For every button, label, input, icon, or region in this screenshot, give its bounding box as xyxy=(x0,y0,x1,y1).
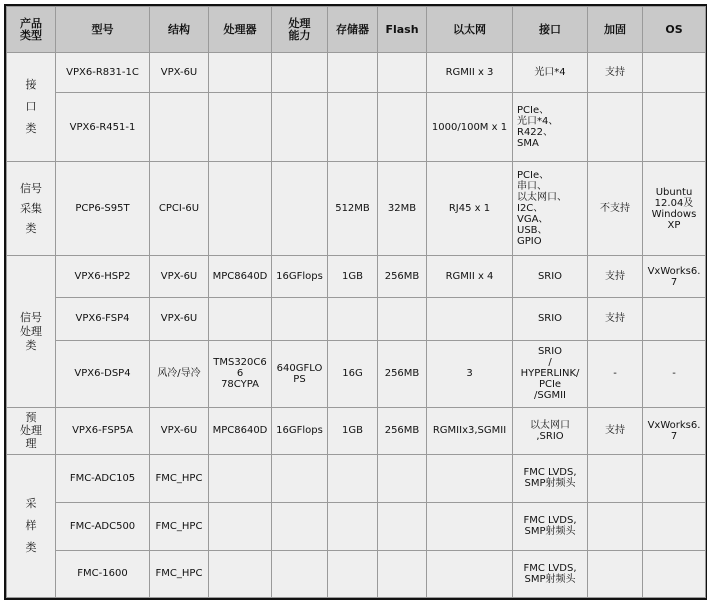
header-os: OS xyxy=(643,7,706,53)
cell-os xyxy=(643,53,706,93)
cell-memory xyxy=(328,53,378,93)
category-cell: 接 口 类 xyxy=(7,53,56,162)
cell-model: VPX6-HSP2 xyxy=(56,256,150,298)
header-flash: Flash xyxy=(378,7,427,53)
cell-rugged: 支持 xyxy=(588,53,643,93)
cell-flash xyxy=(378,502,427,550)
table-row xyxy=(7,502,706,550)
cell-os xyxy=(643,454,706,502)
cell-structure xyxy=(150,93,209,162)
cell-structure: FMC_HPC xyxy=(150,502,209,550)
cell-rugged xyxy=(588,550,643,597)
cell-memory: 16G xyxy=(328,340,378,407)
cell-interface: FMC LVDS, SMP射频头 xyxy=(513,502,588,550)
cell-capability xyxy=(272,53,328,93)
cell-flash xyxy=(378,53,427,93)
cell-ethernet: 3 xyxy=(427,340,513,407)
cell-interface: SRIO / HYPERLINK/ PCIe /SGMII xyxy=(513,340,588,407)
header-type: 产品 类型 xyxy=(7,7,56,53)
cell-processor xyxy=(209,53,272,93)
cell-flash: 256MB xyxy=(378,256,427,298)
header-processor: 处理器 xyxy=(209,7,272,53)
cell-memory: 512MB xyxy=(328,162,378,256)
cell-model: FMC-ADC500 xyxy=(56,502,150,550)
table-row xyxy=(7,93,706,162)
category-cell: 预 处理 理 xyxy=(7,407,56,454)
table-row xyxy=(7,53,706,93)
cell-structure: CPCI-6U xyxy=(150,162,209,256)
cell-ethernet xyxy=(427,298,513,340)
header-structure: 结构 xyxy=(150,7,209,53)
cell-structure: VPX-6U xyxy=(150,256,209,298)
cell-interface: PCIe、 串口、 以太网口、 I2C、 VGA、 USB、 GPIO xyxy=(513,162,588,256)
cell-rugged xyxy=(588,502,643,550)
cell-flash xyxy=(378,550,427,597)
table-row xyxy=(7,298,706,340)
cell-flash: 256MB xyxy=(378,340,427,407)
cell-processor xyxy=(209,298,272,340)
cell-interface: FMC LVDS, SMP射频头 xyxy=(513,454,588,502)
table-row xyxy=(7,407,706,454)
header-interface: 接口 xyxy=(513,7,588,53)
cell-os xyxy=(643,550,706,597)
cell-capability: 640GFLO PS xyxy=(272,340,328,407)
cell-capability xyxy=(272,162,328,256)
cell-capability xyxy=(272,93,328,162)
cell-os: VxWorks6.7 xyxy=(643,407,706,454)
header-ethernet: 以太网 xyxy=(427,7,513,53)
cell-memory xyxy=(328,454,378,502)
cell-model: VPX6-R451-1 xyxy=(56,93,150,162)
cell-rugged: - xyxy=(588,340,643,407)
cell-processor xyxy=(209,502,272,550)
cell-memory: 1GB xyxy=(328,407,378,454)
cell-processor xyxy=(209,454,272,502)
cell-flash xyxy=(378,298,427,340)
header-capability: 处理 能力 xyxy=(272,7,328,53)
cell-processor: TMS320C66 78CYPA xyxy=(209,340,272,407)
header-model: 型号 xyxy=(56,7,150,53)
cell-ethernet: RJ45 x 1 xyxy=(427,162,513,256)
cell-ethernet: RGMII x 3 xyxy=(427,53,513,93)
cell-ethernet xyxy=(427,502,513,550)
cell-os xyxy=(643,298,706,340)
category-cell: 信号 采集 类 xyxy=(7,162,56,256)
product-table xyxy=(6,6,706,598)
cell-os xyxy=(643,93,706,162)
cell-structure: VPX-6U xyxy=(150,53,209,93)
cell-ethernet: 1000/100M x 1 xyxy=(427,93,513,162)
table-row xyxy=(7,256,706,298)
cell-rugged xyxy=(588,454,643,502)
cell-flash: 32MB xyxy=(378,162,427,256)
cell-os xyxy=(643,502,706,550)
table-row xyxy=(7,340,706,407)
cell-rugged xyxy=(588,93,643,162)
cell-model: FMC-1600 xyxy=(56,550,150,597)
table-row xyxy=(7,162,706,256)
cell-model: VPX6-R831-1C xyxy=(56,53,150,93)
table-row xyxy=(7,550,706,597)
cell-interface: 光口*4 xyxy=(513,53,588,93)
cell-memory xyxy=(328,550,378,597)
cell-interface: FMC LVDS, SMP射频头 xyxy=(513,550,588,597)
cell-rugged: 支持 xyxy=(588,407,643,454)
header-row xyxy=(7,7,706,53)
cell-interface: PCIe、 光口*4、 R422、 SMA xyxy=(513,93,588,162)
category-cell: 采 样 类 xyxy=(7,454,56,597)
cell-memory xyxy=(328,502,378,550)
cell-interface: 以太网口 ,SRIO xyxy=(513,407,588,454)
cell-structure: VPX-6U xyxy=(150,407,209,454)
cell-interface: SRIO xyxy=(513,298,588,340)
cell-os: Ubuntu 12.04及 Windows XP xyxy=(643,162,706,256)
cell-processor xyxy=(209,162,272,256)
cell-flash xyxy=(378,93,427,162)
cell-capability xyxy=(272,502,328,550)
cell-capability xyxy=(272,550,328,597)
cell-os: VxWorks6.7 xyxy=(643,256,706,298)
cell-os: - xyxy=(643,340,706,407)
cell-structure: FMC_HPC xyxy=(150,550,209,597)
cell-model: VPX6-DSP4 xyxy=(56,340,150,407)
cell-capability: 16GFlops xyxy=(272,407,328,454)
cell-structure: 风冷/导冷 xyxy=(150,340,209,407)
cell-processor xyxy=(209,550,272,597)
cell-capability: 16GFlops xyxy=(272,256,328,298)
cell-structure: VPX-6U xyxy=(150,298,209,340)
table-row xyxy=(7,454,706,502)
cell-interface: SRIO xyxy=(513,256,588,298)
cell-processor: MPC8640D xyxy=(209,256,272,298)
cell-ethernet: RGMII x 4 xyxy=(427,256,513,298)
cell-rugged: 不支持 xyxy=(588,162,643,256)
cell-capability xyxy=(272,298,328,340)
header-rugged: 加固 xyxy=(588,7,643,53)
cell-model: PCP6-S95T xyxy=(56,162,150,256)
cell-model: VPX6-FSP5A xyxy=(56,407,150,454)
cell-rugged: 支持 xyxy=(588,298,643,340)
category-cell: 信号 处理 类 xyxy=(7,256,56,407)
cell-model: FMC-ADC105 xyxy=(56,454,150,502)
cell-processor: MPC8640D xyxy=(209,407,272,454)
cell-structure: FMC_HPC xyxy=(150,454,209,502)
cell-capability xyxy=(272,454,328,502)
cell-ethernet xyxy=(427,454,513,502)
cell-rugged: 支持 xyxy=(588,256,643,298)
cell-memory: 1GB xyxy=(328,256,378,298)
cell-ethernet xyxy=(427,550,513,597)
cell-model: VPX6-FSP4 xyxy=(56,298,150,340)
cell-memory xyxy=(328,298,378,340)
cell-flash: 256MB xyxy=(378,407,427,454)
cell-memory xyxy=(328,93,378,162)
cell-processor xyxy=(209,93,272,162)
product-table-frame xyxy=(4,4,707,600)
cell-flash xyxy=(378,454,427,502)
cell-ethernet: RGMIIx3,SGMII xyxy=(427,407,513,454)
header-memory: 存储器 xyxy=(328,7,378,53)
